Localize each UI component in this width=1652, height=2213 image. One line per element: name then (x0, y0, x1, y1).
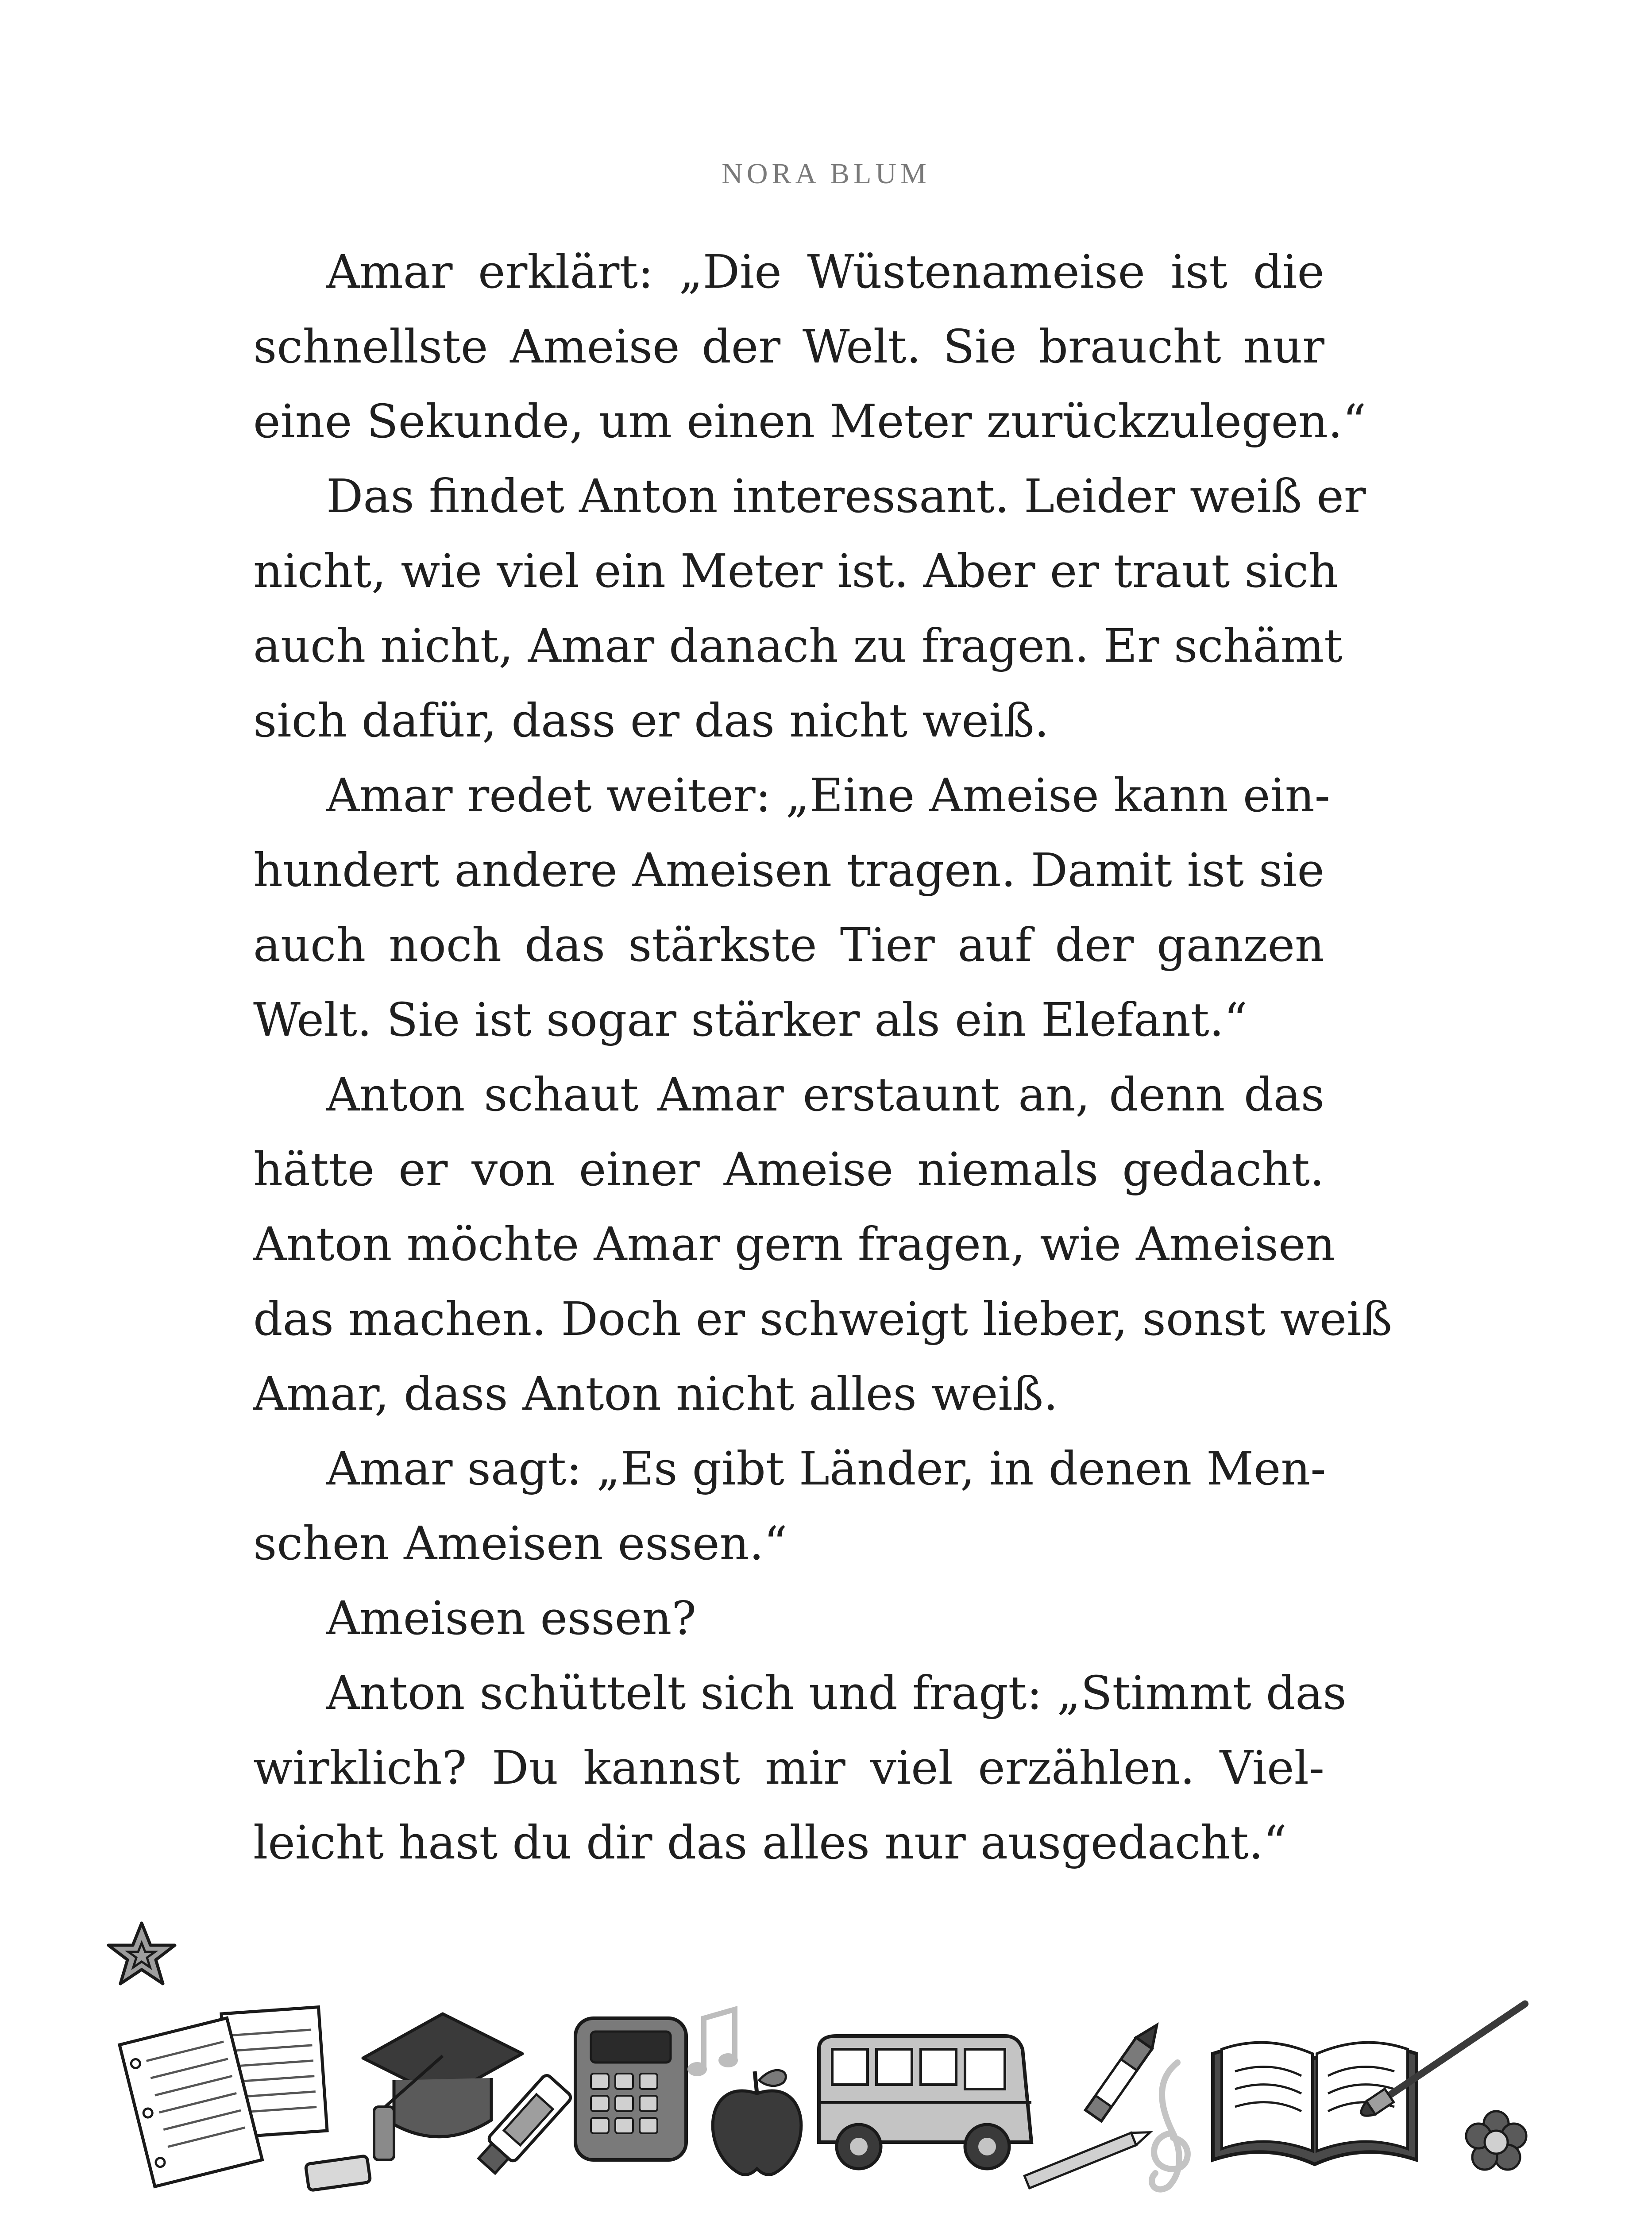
text-line: schnellste Ameise der Welt. Sie braucht nur (253, 320, 1324, 374)
star-icon (108, 1923, 175, 1984)
text-line: Das findet Anton interessant. Leider weiß er (326, 469, 1366, 523)
paragraph (253, 459, 1366, 758)
text-line: hätte er von einer Ameise niemals gedacht. (253, 1142, 1324, 1196)
text-line: sich dafür, dass er das nicht weiß. (253, 694, 1049, 748)
calculator-icon (575, 2018, 686, 2160)
text-line: wirklich? Du kannst mir viel erzählen. Viel- (253, 1741, 1324, 1795)
paragraph (253, 1581, 1324, 1656)
eraser-icon (305, 2156, 371, 2191)
text-line: Amar, dass Anton nicht alles weiß. (253, 1367, 1058, 1421)
text-line: nicht, wie viel ein Meter ist. Aber er traut sich (253, 544, 1339, 598)
text-line: Amar erklärt: „Die Wüstenameise ist die (326, 245, 1324, 299)
paragraph (253, 1057, 1393, 1431)
music-note-icon (687, 2009, 738, 2076)
notebook-paper-icon (120, 2007, 327, 2187)
paragraph (253, 1431, 1324, 1581)
text-line: schen Ameisen essen.“ (253, 1516, 787, 1570)
paragraph (253, 235, 1366, 459)
text-line: Amar redet weiter: „Eine Ameise kann ein- (326, 768, 1330, 822)
text-line: Anton schüttelt sich und fragt: „Stimmt das (326, 1666, 1347, 1720)
running-head-author: NORA BLUM (722, 158, 930, 190)
text-line: Anton möchte Amar gern fragen, wie Ameisen (253, 1217, 1335, 1271)
text-line: Welt. Sie ist sogar stärker als ein Elefant.“ (253, 993, 1248, 1047)
paragraph (253, 758, 1330, 1057)
treble-clef-icon (1152, 2063, 1188, 2190)
body-text (253, 235, 1393, 1880)
text-line: das machen. Doch er schweigt lieber, sonst weiß (253, 1292, 1393, 1346)
text-line: leicht hast du dir das alles nur ausgedacht.“ (253, 1816, 1287, 1870)
text-line: auch nicht, Amar danach zu fragen. Er schämt (253, 619, 1343, 673)
school-doodles-border (0, 1903, 1652, 2213)
school-bus-icon (819, 2036, 1031, 2169)
apple-icon (713, 2070, 801, 2174)
pencil-icon (1024, 2126, 1152, 2188)
text-line: hundert andere Ameisen tragen. Damit ist sie (253, 843, 1324, 897)
text-line: Ameisen essen? (326, 1591, 697, 1645)
paragraph (253, 1656, 1347, 1880)
text-line: eine Sekunde, um einen Meter zurückzulegen.“ (253, 394, 1366, 448)
text-line: Amar sagt: „Es gibt Länder, in denen Men- (326, 1442, 1326, 1496)
flower-icon (1466, 2111, 1526, 2170)
text-line: auch noch das stärkste Tier auf der ganzen (253, 918, 1324, 972)
text-line: Anton schaut Amar erstaunt an, denn das (326, 1068, 1324, 1122)
crayon-icon (1085, 2020, 1165, 2121)
